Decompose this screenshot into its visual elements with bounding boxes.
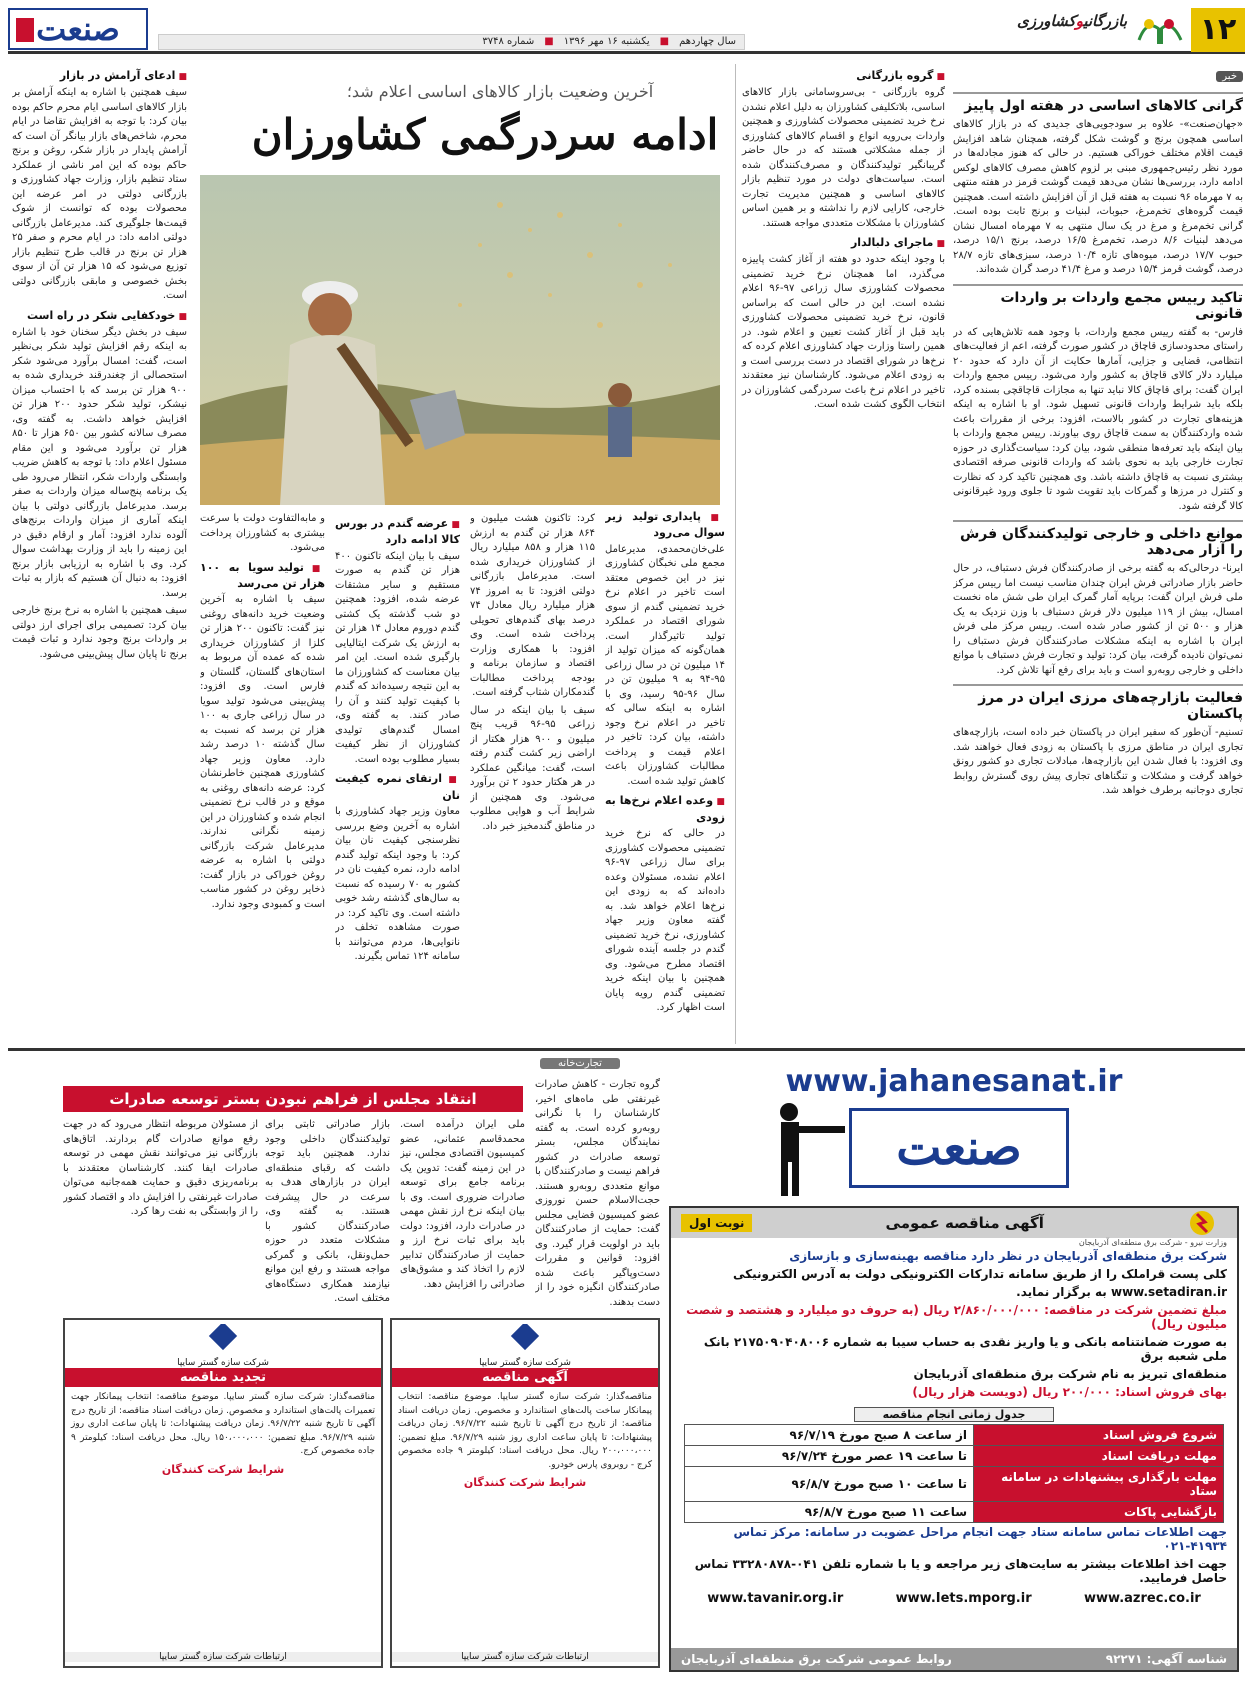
subhead: ■ ماجرای دلبالدار	[742, 235, 945, 251]
section-title-part3: کشاورزی	[1017, 12, 1076, 30]
article-headline: ادامه سردرگمی کشاورزان	[251, 110, 719, 159]
issue-number: شماره ۳۷۴۸	[482, 36, 535, 47]
ad-signature: ارتباطات شرکت سازه گستر سایپا	[392, 1652, 658, 1662]
article-column-6	[735, 64, 945, 1044]
page-header	[8, 8, 1245, 54]
subhead: ■ گروه بازرگانی	[742, 68, 945, 84]
issue-info-bar	[158, 34, 745, 50]
ad-line: مبلغ تضمین شرکت در مناقصه: ۲/۸۶۰/۰۰۰/۰۰۰ ریال (به حروف دو میلیارد و هشتصد و شصت میلیون ریال)	[686, 1303, 1227, 1331]
news-body-2: فارس- به گفته رییس مجمع واردات، با وجود همه تلاش‌هایی که در راستای محدودسازی قاچاق در کشور صورت گرفته، اعم از فعالیت‌های انتظامی، قضایی و جزایی، آمارها حکایت از آن دارد که حدود ۲۰ میلیارد دلار کالای قاچاق به کشور وارد می‌شود. رییس مجمع واردات ایران گفت: برای قاچاق کالا نباید تنها به مجازات قاچاقچی بسنده کرد، بلکه باید شرایط واردات قانونی تسهیل شود. او با اشاره به اینکه هزینه‌های تجارت در کشور بالاست، افزود: برخی از مقررات باعث شده واردکنندگان به سمت قاچاق روی بیاورند. رییس مجمع واردات با بیان اینکه باید تعرفه‌ها منطقی شود، بیان کرد: سیاست‌گذاری در حوزه تجارت خارجی باید به نحوی باشد که واردات قانونی صرفه اقتصادی بیشتری نسبت به قاچاق داشته باشد. وی همچنین تاکید کرد که نظارت و کنترل در مرزها و گمرکات باید تقویت شود تا جلوی ورود غیرقانونی کالا گرفته شود.	[953, 326, 1243, 512]
newspaper-logo: صنعت	[8, 8, 148, 50]
paragraph: در حالی که نرخ خرید تضمینی محصولات کشاورزی برای سال زراعی ۹۷-۹۶ اعلام نشده، مسئولان وعده داده‌اند که به زودی این نرخ‌ها اعلام خواهد شد. به گفته معاون وزیر جهاد کشاورزی، نرخ خرید تضمینی گندم در جلسه آینده شورای اقتصاد مطرح می‌شود. وی همچنین با بیان اینکه خرید تضمینی گندم رویه پایان است اظهار کرد.	[605, 828, 725, 1014]
schedule-label: بازگشایی پاکات	[974, 1502, 1224, 1523]
ad-footer-heading: شرایط شرکت کنندگان	[463, 1476, 587, 1489]
ad-body: مناقصه‌گذار: شرکت سازه گستر سایپا. موضوع مناقصه: انتخاب پیمانکار ساخت پالت‌های استاندارد و مخصوص. زمان دریافت اسناد مناقصه: از تاریخ درج آگهی تا تاریخ شنبه ۹۶/۷/۲۲. زمان دریافت پیشنهادات: تا پایان ساعت اداری روز شنبه ۹۶/۷/۲۹. مبلغ تضمین: ۲۰۰،۰۰۰،۰۰۰ ریال. محل دریافت اسناد: کیلومتر ۹ جاده مخصوص کرج - روبروی پارس خودرو.	[398, 1392, 653, 1470]
article-kicker: آخرین وضعیت بازار کالاهای اساسی اعلام شد؛	[346, 82, 654, 101]
ad-id: شناسه آگهی: ۹۲۲۷۱	[1105, 1652, 1227, 1666]
paragraph: سیف در بخش دیگر سخنان خود با اشاره به اینکه رقم افزایش تولید شکر بی‌نظیر است، گفت: امسال برآورد می‌شود شکر استحصالی از چغندرقند خریداری شده به ۹۰۰ هزار تن برسد که با احتساب میزان نیشکر، تولید شکر حدود ۲۰۰ هزار تن افزایش خواهد داشت. به گفته وی، مصرف سالانه کشور بین ۶۵۰ هزار تا ۸۵۰ هزار تن برآورد می‌شود و این مقام مسئول اعلام داد: با توجه به کاهش ضریب وابستگی واردات شکر، انتظار می‌رود طی یک برنامه پنج‌ساله میزان واردات به صفر برسد. مدیرعامل بازرگانی دولتی با بیان اینکه آماری از میزان واردات برنج‌های آلوده ندارد افزود: آمار و ارقام دقیق در این زمینه را باید از وزارت بهداشت سوال کرد. وی با اشاره به ارزیابی بازار برنج افزود: به دنبال آن هستیم که بازار به ثبات برسد.	[12, 326, 187, 599]
article-column-3	[335, 512, 460, 1042]
ad-company: شرکت سازه گستر سایپا	[177, 1358, 269, 1368]
subhead: ■ ارتقای نمره کیفیت نان	[335, 771, 460, 803]
separator-icon: ■	[544, 36, 554, 47]
ad-contact: جهت اطلاعات تماس سامانه ستاد جهت انجام مراحل عضویت در سامانه: مرکز تماس ۴۱۹۳۴-۰۲۱	[733, 1525, 1227, 1553]
news-headline-3: موانع داخلی و خارجی تولیدکنندگان فرش را آزار می‌دهد	[953, 520, 1243, 558]
trade-banner-title: انتقاد مجلس از فراهم نبودن بستر توسعه صادرات	[63, 1086, 523, 1112]
trade-tag: تجارت‌خانه	[540, 1058, 620, 1069]
paragraph: سیف با بیان اینکه تاکنون ۴۰۰ هزار تن گندم به صورت مستقیم و سایر مشتقات عرضه شده، افزود: همچنین دو شب گذشته یک کشتی گندم دوروم معادل ۱۴ هزار تن به ارزش یک شرکت ایتالیایی بارگیری شده است. این امر بیان معناست که کشاورزان ما به این نتیجه رسیده‌اند که گندم با کیفیت تولید کنند و آن را صادر کنند. به گفته وی، امسال گندم‌های تولیدی کشاورزان از نظر کیفیت بسیار مطلوب بوده است.	[335, 550, 460, 765]
ad-footer-heading: شرایط شرکت کنندگان	[161, 1462, 285, 1476]
ad-url-list	[671, 1587, 1237, 1610]
paragraph: معاون وزیر جهاد کشاورزی با اشاره به آخرین وضع بررسی نظرسنجی کیفیت نان بیان کرد: با وجود اینکه تولید گندم ادامه دارد، نمره کیفیت نان در کشور به ۷۰ رسیده که نسبت به سال‌های گذشته رشد خوبی داشته است. وی تاکید کرد: در صورت مشاهده تخلف در نانوایی‌ها، مردم می‌توانند با سامانه ۱۲۴ تماس بگیرند.	[335, 806, 460, 963]
banner-logo: صنعت	[849, 1108, 1069, 1188]
paragraph: سیف همچنین با اشاره به اینکه آرامش بر بازار کالاهای اساسی ایام محرم حاکم بوده بیان کرد: با توجه به افزایش تقاضا در ایام محرم، شاخص‌های بازار بیانگر آن است که آرامش پایدار در بازار شکر، روغن و برنج حاکم بوده که این امر ناشی از عملکرد ستاد تنظیم بازار، وزارت جهاد کشاورزی و بازرگانی دولتی در امر عرضه این محصولات بوده که توانست از شوک قیمت‌ها جلوگیری کند. مدیرعامل بازرگانی دولتی ادامه داد: در ایام محرم و صفر ۲۵ هزار تن برنج در قالب طرح تنظیم بازار توزیع می‌شود که ۱۵ هزار تن آن از سوی بخش خصوصی و مابقی بازرگانی دولتی است.	[12, 87, 187, 302]
news-headline-4: فعالیت بازارچه‌های مرزی ایران در مرز پاکستان	[953, 684, 1243, 722]
table-row	[685, 1425, 1224, 1446]
ad-footer-org: روابط عمومی شرکت برق منطقه‌ای آذربایجان	[681, 1652, 952, 1666]
subhead: ■ تولید سویا به ۱۰۰ هزار تن می‌رسد	[200, 560, 325, 592]
schedule-value: از ساعت ۸ صبح مورخ ۹۶/۷/۱۹	[685, 1425, 974, 1446]
paragraph: از مسئولان مربوطه انتظار می‌رود که در جهت رفع موانع صادرات گام بردارند. اتاق‌های بازرگانی نیز می‌توانند نقش مهمی در توسعه صادرات ایفا کنند. کارشناسان معتقدند با برنامه‌ریزی دقیق و حمایت همه‌جانبه می‌توان صادرات غیرنفتی را افزایش داد و اقتصاد کشور را از وابستگی به نفت رها کرد.	[63, 1119, 258, 1217]
paragraph: کرد: تاکنون هشت میلیون و ۸۶۴ هزار تن گندم به ارزش ۱۱۵ هزار و ۸۵۸ میلیارد ریال از کشاورزان خریداری شده است. مدیرعامل بازرگانی دولتی افزود: تا به امروز ۷۴ هزار میلیارد ریال معادل ۷۴ درصد بهای گندم‌های تحویلی پرداخت شده است. وی افزود: با همکاری وزارت اقتصاد و سازمان برنامه و بودجه پرداخت مطالبات گندمکاران شتاب گرفته است.	[470, 513, 595, 698]
paragraph: و مابه‌التفاوت دولت با سرعت بیشتری به کشاورزان پرداخت می‌شود.	[200, 513, 325, 553]
ad-url[interactable]: www.tavanir.org.ir	[707, 1591, 844, 1606]
schedule-label: مهلت دریافت اسناد	[974, 1446, 1224, 1467]
ad-title-bar	[671, 1208, 1237, 1238]
section-title	[1017, 12, 1127, 30]
news-headline-1: گرانی کالاهای اساسی در هفته اول پاییز	[953, 92, 1243, 114]
news-body-3: ایرنا- درحالی‌که به گفته برخی از صادرکنندگان فرش دستباف، در حال حاضر بازار صادراتی فرش ایران چندان مناسب نیست اما رییس مرکز ملی فرش ایران گفت: برپایه آمار گمرک ایران طی شش ماه نخست امسال، بیش از ۱۱۹ میلیون دلار فرش دستباف با وزن نزدیک به یک هزار و ۵۰۰ تن از کشور صادر شده است. رییس مرکز ملی فرش ایران با اشاره به اینکه مشکلات صادرکنندگان فرش دستباف را نمی‌توان نادیده گرفت، بیان کرد: تولید و تجارت فرش دستباف با موانع داخلی و خارجی روبه‌رو است و باید برای رفع آنها تلاش کرد.	[953, 563, 1243, 676]
paragraph: با وجود اینکه حدود دو هفته از آغاز کشت پاییزه می‌گذرد، اما همچنان نرخ خرید تضمینی محصولات کشاورزی سال زراعی ۹۷-۹۶ اعلام نشده است. این در حالی است که براساس قانون، نرخ خرید تضمینی محصولات کشاورزی باید قبل از آغاز کشت تعیین و اعلام شود. در همین راستا وزارت جهاد کشاورزی اعلام کرده که نرخ‌ها در شورای اقتصاد در دست بررسی است و به زودی اعلام می‌شود. کارشناسان نیز معتقدند تاخیر در اعلام نرخ باعث سردرگمی کشاورزان در انتخاب الگوی کشت شده است.	[742, 254, 945, 411]
ad-line: بهای فروش اسناد: ۲۰۰/۰۰۰ ریال (دویست هزار ریال)	[912, 1385, 1227, 1399]
issue-date: یکشنبه ۱۶ مهر ۱۳۹۶	[563, 36, 650, 47]
tavanir-logo-icon	[1177, 1210, 1227, 1236]
section-title-part1: بازرگانی	[1083, 12, 1127, 30]
table-row	[685, 1446, 1224, 1467]
photo-overlap-spacer	[605, 175, 725, 505]
table-row	[685, 1502, 1224, 1523]
paragraph: سیف با اشاره به آخرین وضعیت خرید دانه‌های روغنی نیز گفت: تاکنون ۲۰۰ هزار تن کلزا از کشاورزان خریداری شده که عمده آن مربوط به استان‌های گلستان، گلستان و فارس است. وی افزود: پیش‌بینی می‌شود تولید سویا در سال زراعی جاری به ۱۰۰ هزار تن برسد که نسبت به سال گذشته ۱۰ درصد رشد دارد. معاون وزیر جهاد کشاورزی همچنین خاطرنشان کرد: عرضه دانه‌های روغنی به موقع و در قالب نرخ تضمینی انجام شده و کشاورزان در این زمینه نگرانی ندارند. مدیرعامل شرکت بازرگانی دولتی با اشاره به عرضه روغن خوراکی در بازار گفت: ذخایر روغن در کشور مناسب است و کمبودی وجود ندارد.	[200, 594, 325, 910]
paragraph: علی‌خان‌محمدی، مدیرعامل مجمع ملی نخبگان کشاورزی نیز در این خصوص معتقد است تاخیر در اعلام نرخ خرید تضمینی گندم از سوی شورای اقتصاد در عملکرد تولید تاثیرگذار است. همان‌گونه که میزان تولید از ۱۴ میلیون تن در سال زراعی ۹۵-۹۴ به ۹ میلیون تن در سال ۹۶-۹۵ رسید، وی با اشاره به اینکه سالی که تاخیر در اعلام نرخ وجود داشته، بیان کرد: تاخیر در اعلام قیمت و پرداخت مطالبات کشاورزان باعث کاهش تولید شده است.	[605, 543, 725, 787]
paragraph: سیف همچنین با اشاره به نرخ برنج خارجی بیان کرد: تصمیمی برای اجرای ارز دولتی بر واردات برنج وجود ندارد و ثبات قیمت برنج تا پایان سال پیش‌بینی می‌شود.	[12, 605, 187, 660]
schedule-value: تا ساعت ۱۰ صبح مورخ ۹۶/۸/۷	[685, 1467, 974, 1502]
ad-line: www.setadiran.ir به برگزار نماید.	[1016, 1285, 1227, 1299]
bottom-divider	[8, 1048, 1245, 1051]
ad-title: آگهی مناقصه عمومی	[885, 1214, 1044, 1232]
paragraph: سیف با بیان اینکه در سال زراعی ۹۵-۹۶ قریب پنج میلیون و ۹۰۰ هزار هکتار از اراضی زیر کشت گندم رفته است، گفت: میانگین عملکرد در هر هکتار حدود ۲ تن برآورد می‌شود. وی همچنین از شرایط آب و هوایی مطلوب در مناطق گندمخیز خبر داد.	[470, 704, 595, 832]
schedule-value: ساعت ۱۱ صبح مورخ ۹۶/۸/۷	[685, 1502, 974, 1523]
schedule-value: تا ساعت ۱۹ عصر مورخ ۹۶/۷/۲۴	[685, 1446, 974, 1467]
tender-ad-saipa-1	[390, 1318, 660, 1668]
news-headline-2: تاکید رییس مجمع واردات بر واردات قانونی	[953, 284, 1243, 322]
section-title-part2: و	[1075, 12, 1084, 30]
handshake-plant-icon	[1135, 12, 1185, 48]
ad-footer	[671, 1648, 1237, 1670]
ad-org-label: وزارت نیرو - شرکت برق منطقه‌ای آذربایجان	[1078, 1238, 1227, 1247]
paragraph: گروه بازرگانی - بی‌سروسامانی بازار کالاهای اساسی، بلاتکلیفی کشاورزان به دلیل اعلام نشدن نرخ خرید تضمینی محصولات کشاورزی و همچنین واردات بی‌رویه انواع و اقسام کالاهای کشاورزی از جمله مشکلاتی هستند که در حال حاضر گریبانگیر تولیدکنندگان و مصرف‌کنندگان شده است. سیاست‌های دولت در مورد تنظیم بازار کالاهای اساسی و همچنین مدیریت تجارت خارجی، کارایی لازم را نداشته و بر همین اساس کشاورزان با مشکلات متعددی مواجه هستند.	[742, 87, 945, 229]
article-column-1	[12, 64, 187, 1044]
news-body-4: تسنیم- آن‌طور که سفیر ایران در پاکستان خبر داده است، بازارچه‌های تجاری ایران در مناطق مرزی با پاکستان به زودی فعال خواهند شد. وی افزود: با فعال شدن این بازارچه‌ها، مبادلات تجاری دو کشور رونق خواهد گرفت و مشکلات و تنگناهای تجاری پیش روی گسترش روابط تجاری دوجانبه برطرف خواهد شد.	[953, 727, 1243, 796]
article-column-4	[470, 512, 595, 1042]
ad-line: به صورت ضمانتنامه بانکی و یا واریز نقدی به حساب سیبا به شماره ۲۱۷۵۰۹۰۴۰۸۰۰۶ بانک ملی شعبه برق	[703, 1335, 1227, 1363]
paragraph: بازار صادراتی ثابتی برای تولیدکنندگان داخلی وجود ندارد. همچنین باید توجه داشت که رقبای منطقه‌ای ایران در بازارهای هدف به سرعت در حال پیشرفت هستند. به گفته وی، صادرکنندگان کشور با مشکلات متعدد در حوزه حمل‌ونقل، بانکی و گمرکی مواجه هستند و رفع این موانع نیازمند همکاری دستگاه‌های مختلف است.	[265, 1119, 390, 1304]
saipa-logo-icon	[193, 1324, 253, 1354]
tender-ad-azerbaijan	[669, 1206, 1239, 1672]
tender-ad-saipa-2	[63, 1318, 383, 1668]
ad-url[interactable]: www.Iets.mporg.ir	[895, 1591, 1032, 1606]
ad-turn-badge: نوبت اول	[681, 1214, 752, 1232]
ad-line: کلی پست قراملک را از طریق سامانه تدارکات الکترونیکی دولت به آدرس الکترونیکی	[732, 1267, 1227, 1281]
subhead: ■ وعده اعلام نرخ‌ها به زودی	[605, 793, 725, 825]
schedule-title: جدول زمانی انجام مناقصه	[854, 1407, 1054, 1422]
news-column	[953, 64, 1243, 1044]
schedule-table	[684, 1424, 1224, 1523]
ad-title: تجدید مناقصه	[65, 1368, 381, 1387]
page-number: ۱۲	[1191, 8, 1245, 52]
subhead: ■ پایداری تولید زیر سوال می‌رود	[605, 509, 725, 541]
ad-company: شرکت سازه گستر سایپا	[479, 1358, 571, 1368]
schedule-label: مهلت بارگذاری پیشنهادات در سامانه ستاد	[974, 1467, 1224, 1502]
separator-icon: ■	[659, 36, 670, 47]
issue-year: سال چهاردهم	[679, 36, 736, 47]
trade-column-4	[63, 1118, 258, 1308]
news-tag: خبر	[1216, 71, 1243, 82]
trade-column-2	[400, 1118, 525, 1308]
ad-contact: جهت اخذ اطلاعات بیشتر به سایت‌های زیر مراجعه و یا با شماره تلفن ۰۴۱-۳۳۲۸۰۸۷۸ تماس حاصل فرمایید.	[694, 1557, 1227, 1585]
pointing-man-icon	[759, 1100, 849, 1198]
subhead: ■ ادعای آرامش در بازار	[12, 68, 187, 84]
ad-title: آگهی مناقصه	[392, 1368, 658, 1387]
saipa-logo-icon	[495, 1324, 555, 1354]
schedule-label: شروع فروش اسناد	[974, 1425, 1224, 1446]
ad-line: منطقه‌ای تبریز به نام شرکت برق منطقه‌ای آذربایجان	[913, 1367, 1227, 1381]
trade-column-1	[535, 1078, 660, 1308]
ad-signature: ارتباطات شرکت سازه گستر سایپا	[65, 1652, 381, 1662]
subhead: ■ عرضه گندم در بورس کالا ادامه دارد	[335, 516, 460, 548]
website-banner	[669, 1058, 1239, 1198]
ad-url[interactable]: www.azrec.co.ir	[1084, 1591, 1201, 1606]
paragraph: گروه تجارت - کاهش صادرات غیرنفتی طی ماه‌های اخیر، کارشناسان را با نگرانی روبه‌رو کرده است. به گفته نمایندگان مجلس، بستر توسعه صادرات در کشور فراهم نیست و صادرکنندگان با موانع متعددی روبه‌رو هستند. حجت‌الاسلام حسن نوروزی عضو کمیسیون قضایی مجلس گفت: حمایت از صادرکنندگان باید در اولویت قرار گیرد. وی افزود: قوانین و مقررات دست‌وپاگیر باعث شده صادرکنندگان انگیزه خود را از دست بدهند.	[535, 1079, 660, 1308]
trade-column-3	[265, 1118, 390, 1308]
article-column-5	[605, 175, 725, 1042]
ad-line: شرکت برق منطقه‌ای آذربایجان در نظر دارد مناقصه بهینه‌سازی و بازسازی	[789, 1249, 1227, 1263]
ad-body: مناقصه‌گذار: شرکت سازه گستر سایپا. موضوع مناقصه: انتخاب پیمانکار جهت تعمیرات پالت‌های استاندارد و مخصوص. زمان دریافت اسناد مناقصه: از تاریخ درج آگهی تا تاریخ شنبه ۹۶/۷/۲۲. زمان دریافت پیشنهادات: تا پایان ساعت اداری روز شنبه ۹۶/۷/۲۹. مبلغ تضمین: ۱۵۰،۰۰۰،۰۰۰ ریال. محل دریافت اسناد: کیلومتر ۹ جاده مخصوص کرج.	[71, 1392, 375, 1456]
subhead: ■ خودکفایی شکر در راه است	[12, 308, 187, 324]
news-body-1: «جهان‌صنعت»- علاوه بر سودجویی‌های جدیدی که در بازار کالاهای اساسی همچون برنج و گوشت شکل گرفته، همچنان شاهد افزایش قیمت اقلام مختلف خوراکی هستیم. در حالی که هنوز مجادله‌ها در مورد نظر رئیس‌جمهوری مبنی بر لزوم کاهش مصرف کالاهای لوکس ادامه دارد، بررسی‌ها نشان می‌دهد قیمت گوشت قرمز در هفته منتهی به ۷ مهرماه ۹۶ نسبت به هفته قبل از آن افزایش داشته است. همچنین قیمت گروه‌های تخم‌مرغ، حبوبات، لبنیات و برنج ثابت بوده است. گرانی تخم‌مرغ و مرغ در یک سال منتهی به ۷ مهرماه امسال نشان می‌دهد لبنیات ۸/۶ درصد، تخم‌مرغ ۱۶/۵ درصد، برنج ۱۵/۱ درصد، حبوب ۱۷/۷ درصد، میوه‌های تازه ۱۰/۴ درصد، سبزی‌های تازه ۲۸/۷ درصد، گوشت قرمز ۱۵/۴ درصد و مرغ ۴۱/۴ درصد گران شده‌اند.	[953, 119, 1243, 275]
paragraph: ملی ایران درآمده است. محمدقاسم عثمانی، عضو کمیسیون اقتصادی مجلس، نیز در این زمینه گفت: تدوین یک برنامه جامع برای توسعه صادرات ضروری است. وی با بیان اینکه نرخ ارز نقش مهمی در صادرات دارد، افزود: دولت باید برای ثبات نرخ ارز و حمایت از صادرکنندگان تدابیر لازم را اتخاذ کند و مشوق‌های صادراتی را افزایش دهد.	[400, 1119, 525, 1290]
website-url[interactable]: www.jahanesanat.ir	[785, 1064, 1123, 1099]
table-row	[685, 1467, 1224, 1502]
article-column-2	[200, 512, 325, 1042]
